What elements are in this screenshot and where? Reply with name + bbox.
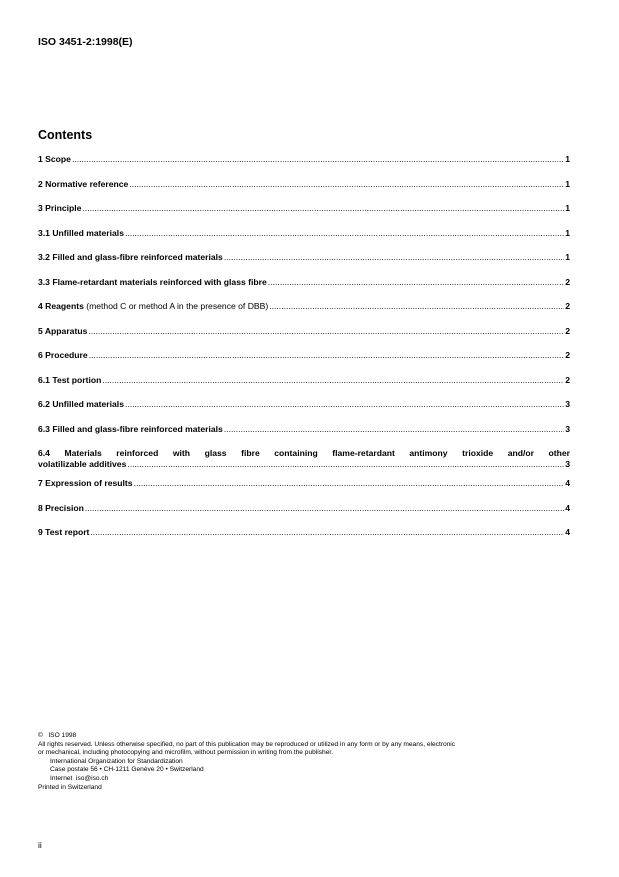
toc-entry-page: 3: [565, 423, 570, 434]
toc-leader-dots: [269, 301, 564, 312]
toc-entry-subtitle: (method C or method A in the presence of DBB): [83, 301, 269, 311]
toc-leader-dots: [89, 350, 565, 361]
toc-entry-antimony-trioxide[interactable]: [38, 448, 570, 470]
toc-entry-title: 9 Test report: [38, 527, 90, 537]
organization-name: International Organization for Standardization: [50, 757, 183, 765]
toc-leader-dots: [134, 478, 565, 489]
toc-entry-page: 4: [565, 527, 570, 537]
toc-entry-page: 2: [565, 325, 570, 336]
printed-in: Printed in Switzerland: [38, 783, 102, 791]
internet-contact: [38, 775, 578, 784]
toc-entry-title-line1: 6.4 Materials reinforced with glass fibre containing flame-retardant antimony trioxide and/or other: [38, 448, 570, 458]
toc-entry-title: 3.1 Unfilled materials: [38, 227, 124, 238]
toc-entry-title: 3.2 Filled and glass-fibre reinforced materials: [38, 252, 223, 262]
toc-entry-page: 3: [565, 399, 570, 409]
toc-entry-title: 3.3 Flame-retardant materials reinforced with glass fibre: [38, 276, 267, 287]
toc-entry-page: 1: [565, 252, 570, 262]
rights-statement-line1: All rights reserved. Unless otherwise specified, no part of this publication may be reproduced or utilized in any form or by any means, electronic: [38, 740, 456, 748]
toc-leader-dots: [85, 503, 564, 514]
toc-entry-page: 2: [565, 301, 570, 311]
toc-entry-title: 1 Scope: [38, 154, 71, 164]
toc-entry-page: 2: [565, 374, 570, 385]
toc-leader-dots: [224, 252, 564, 263]
toc-leader-dots: [129, 179, 564, 190]
toc-leader-dots: [127, 459, 564, 470]
toc-entry-flame-retardant[interactable]: [38, 277, 570, 288]
toc-entry-page: 3: [565, 459, 570, 469]
toc-entry-principle[interactable]: [38, 203, 570, 214]
document-id-header: ISO 3451-2:1998(E): [38, 36, 133, 48]
toc-leader-dots: [88, 326, 564, 337]
toc-leader-dots: [82, 203, 564, 214]
toc-entry-title: 8 Precision: [38, 502, 84, 513]
toc-entry-title: 3 Principle: [38, 203, 82, 213]
table-of-contents: [38, 154, 570, 552]
toc-entry-title: 5 Apparatus: [38, 325, 88, 336]
toc-entry-test-portion[interactable]: [38, 375, 570, 386]
toc-entry-page: 4: [565, 502, 570, 513]
toc-entry-precision[interactable]: [38, 503, 570, 514]
toc-leader-dots: [125, 399, 564, 410]
toc-entry-unfilled-materials[interactable]: [38, 228, 570, 239]
toc-entry-title: 7 Expression of results: [38, 478, 133, 488]
postal-address: Case postale 56 • CH-1211 Genève 20 • Switzerland: [50, 766, 204, 774]
toc-entry-filled-glass-fibre-procedure[interactable]: [38, 424, 570, 435]
toc-entry-scope[interactable]: [38, 154, 570, 165]
page-number: ii: [38, 840, 42, 850]
toc-entry-procedure[interactable]: [38, 350, 570, 361]
toc-entry-filled-glass-fibre[interactable]: [38, 252, 570, 263]
toc-leader-dots: [72, 154, 564, 165]
rights-statement-line2: or mechanical, including photocopying and microfilm, without permission in writing from the publisher.: [38, 749, 334, 757]
internet-email-link[interactable]: iso@iso.ch: [76, 774, 109, 782]
toc-entry-unfilled-materials-procedure[interactable]: [38, 399, 570, 410]
toc-leader-dots: [224, 424, 564, 435]
toc-entry-title: 6.3 Filled and glass-fibre reinforced materials: [38, 423, 223, 434]
toc-entry-page: 1: [565, 154, 570, 164]
toc-entry-title: 4 Reagents: [38, 301, 84, 311]
toc-entry-title: 6 Procedure: [38, 350, 88, 360]
internet-label: Internet: [50, 774, 73, 782]
toc-entry-test-report[interactable]: [38, 527, 570, 538]
toc-entry-title: 2 Normative reference: [38, 178, 129, 189]
toc-entry-page: 2: [565, 350, 570, 360]
toc-entry-apparatus[interactable]: [38, 326, 570, 337]
toc-entry-page: 4: [565, 478, 570, 488]
toc-entry-title: 6.1 Test portion: [38, 374, 102, 385]
toc-entry-expression-of-results[interactable]: [38, 478, 570, 489]
toc-entry-page: 1: [565, 178, 570, 189]
toc-leader-dots: [102, 375, 564, 386]
toc-entry-normative-reference[interactable]: [38, 179, 570, 190]
toc-entry-title: 6.2 Unfilled materials: [38, 399, 124, 409]
toc-entry-title-line2: volatilizable additives: [38, 459, 127, 469]
toc-entry-page: 2: [565, 276, 570, 287]
toc-leader-dots: [125, 228, 564, 239]
toc-entry-page: 1: [565, 203, 570, 213]
copyright-line: © ISO 1998: [38, 732, 77, 739]
toc-leader-dots: [268, 277, 564, 288]
copyright-notice: [38, 732, 578, 792]
toc-leader-dots: [90, 527, 564, 538]
toc-entry-reagents[interactable]: [38, 301, 570, 312]
contents-title: Contents: [38, 128, 93, 142]
toc-entry-page: 1: [565, 227, 570, 238]
